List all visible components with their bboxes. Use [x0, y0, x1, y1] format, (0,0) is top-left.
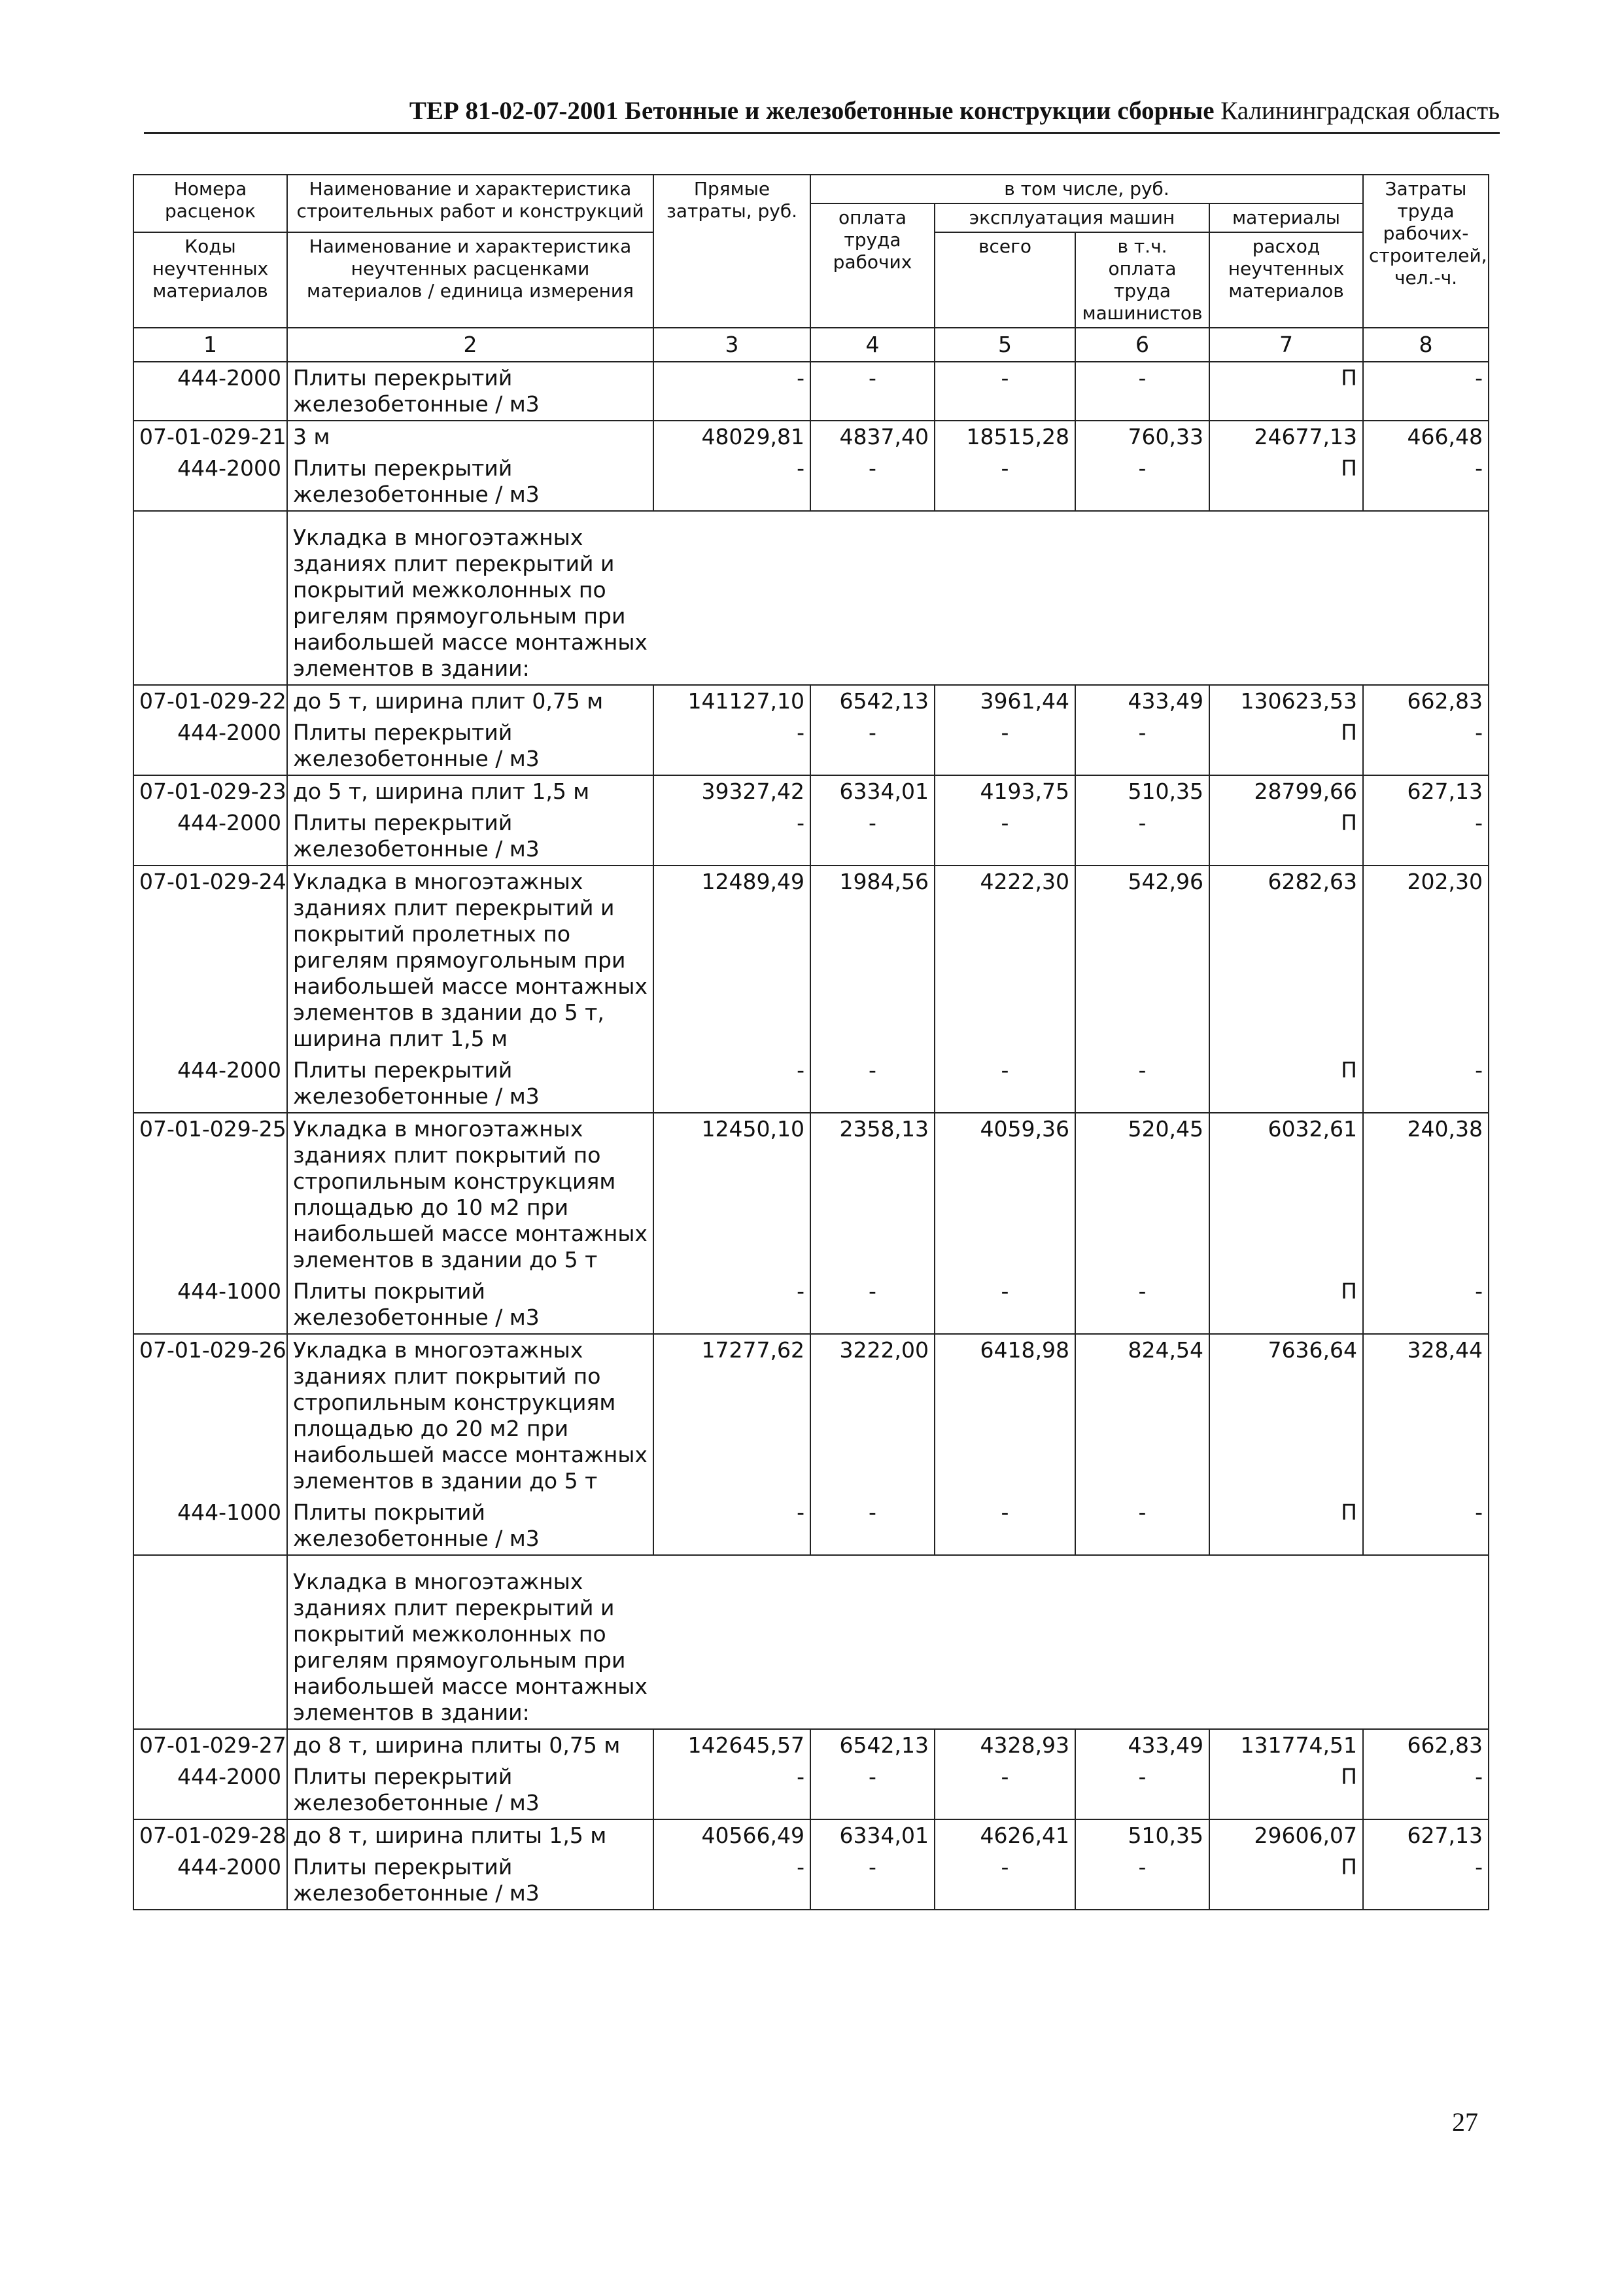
labor-costs-cell: 328,44 — [1363, 1334, 1489, 1497]
column-number: 1 — [133, 328, 287, 362]
material-code: 444-2000 — [133, 1761, 287, 1819]
machine-total-cell: - — [935, 1851, 1075, 1910]
region-name: Калининградская область — [1220, 97, 1500, 125]
material-code: 444-2000 — [133, 362, 287, 421]
material-name: Плиты перекрытий железобетонные / м3 — [287, 807, 653, 866]
header-material-codes: Коды неучтенных материалов — [133, 232, 287, 328]
group-description — [287, 1555, 1489, 1729]
column-numbers-row — [133, 328, 1489, 362]
column-number: 2 — [287, 328, 653, 362]
header-labor-costs: Затраты труда рабочих-строителей, чел.-ч. — [1363, 175, 1489, 328]
machine-total-cell: - — [935, 1761, 1075, 1819]
rate-code: 07-01-029-24 — [133, 866, 287, 1055]
direct-costs-cell: - — [653, 1761, 810, 1819]
labor-costs-cell: - — [1363, 717, 1489, 775]
direct-costs-cell: - — [653, 717, 810, 775]
column-number: 5 — [935, 328, 1075, 362]
machine-total-cell: 6418,98 — [935, 1334, 1075, 1497]
labor-costs-cell: 202,30 — [1363, 866, 1489, 1055]
table-head — [133, 175, 1489, 362]
direct-costs-cell: 12489,49 — [653, 866, 810, 1055]
labor-pay-cell: 1984,56 — [810, 866, 935, 1055]
labor-costs-cell: - — [1363, 1851, 1489, 1910]
rate-row — [133, 1334, 1489, 1497]
group-description — [287, 511, 1489, 685]
machine-total-cell: 4626,41 — [935, 1819, 1075, 1851]
direct-costs-cell: 141127,10 — [653, 685, 810, 717]
materials-cell: 6282,63 — [1209, 866, 1363, 1055]
labor-pay-cell: - — [810, 1851, 935, 1910]
direct-costs-cell: - — [653, 362, 810, 421]
header-direct-costs: Прямые затраты, руб. — [653, 175, 810, 328]
direct-costs-cell: - — [653, 1851, 810, 1910]
document-title: ТЕР 81-02-07-2001 Бетонные и железобетонные конструкции сборные — [409, 97, 1215, 125]
materials-cell: 29606,07 — [1209, 1819, 1363, 1851]
direct-costs-cell: - — [653, 1276, 810, 1334]
material-name: Плиты покрытий железобетонные / м3 — [287, 1276, 653, 1334]
material-name: Плиты перекрытий железобетонные / м3 — [287, 453, 653, 511]
empty-cell — [133, 1555, 287, 1729]
labor-pay-cell: 6542,13 — [810, 685, 935, 717]
rate-name: 3 м — [287, 421, 653, 453]
materials-cell: П — [1209, 1276, 1363, 1334]
machinist-pay-cell: 760,33 — [1075, 421, 1209, 453]
labor-pay-cell: 6334,01 — [810, 775, 935, 807]
materials-cell: П — [1209, 807, 1363, 866]
materials-cell: П — [1209, 1055, 1363, 1113]
rate-code: 07-01-029-23 — [133, 775, 287, 807]
column-number: 8 — [1363, 328, 1489, 362]
labor-pay-cell: 3222,00 — [810, 1334, 935, 1497]
materials-cell: П — [1209, 1851, 1363, 1910]
direct-costs-cell: 142645,57 — [653, 1729, 810, 1761]
machinist-pay-cell: 433,49 — [1075, 685, 1209, 717]
labor-costs-cell: 627,13 — [1363, 775, 1489, 807]
material-row — [133, 1055, 1489, 1113]
column-number: 6 — [1075, 328, 1209, 362]
header-machinist-pay: в т.ч. оплата труда машинистов — [1075, 232, 1209, 328]
materials-cell: 28799,66 — [1209, 775, 1363, 807]
material-name: Плиты перекрытий железобетонные / м3 — [287, 1761, 653, 1819]
labor-costs-cell: - — [1363, 1497, 1489, 1555]
materials-cell: П — [1209, 362, 1363, 421]
machinist-pay-cell: 520,45 — [1075, 1113, 1209, 1276]
empty-cell — [133, 511, 287, 685]
page-header — [144, 92, 1500, 134]
rate-row — [133, 1113, 1489, 1276]
materials-cell: 130623,53 — [1209, 685, 1363, 717]
labor-pay-cell: - — [810, 717, 935, 775]
machinist-pay-cell: - — [1075, 717, 1209, 775]
header-unaccounted-consumption: расход неучтенных материалов — [1209, 232, 1363, 328]
labor-pay-cell: 6334,01 — [810, 1819, 935, 1851]
material-code: 444-2000 — [133, 453, 287, 511]
labor-pay-cell: - — [810, 1276, 935, 1334]
material-row — [133, 807, 1489, 866]
materials-cell: 131774,51 — [1209, 1729, 1363, 1761]
machine-total-cell: - — [935, 453, 1075, 511]
group-description-text: Укладка в многоэтажных зданиях плит перекрытий и покрытий межколонных по ригелям прямоугольным при наибольшей массе монтажных элементов в здании: — [293, 525, 648, 681]
machinist-pay-cell: 824,54 — [1075, 1334, 1209, 1497]
labor-pay-cell: - — [810, 1055, 935, 1113]
materials-cell: 7636,64 — [1209, 1334, 1363, 1497]
labor-pay-cell: - — [810, 1761, 935, 1819]
header-materials: материалы — [1209, 203, 1363, 232]
material-row — [133, 1761, 1489, 1819]
material-code: 444-2000 — [133, 1055, 287, 1113]
machinist-pay-cell: - — [1075, 1055, 1209, 1113]
labor-pay-cell: 4837,40 — [810, 421, 935, 453]
direct-costs-cell: 40566,49 — [653, 1819, 810, 1851]
material-code: 444-1000 — [133, 1276, 287, 1334]
labor-costs-cell: 662,83 — [1363, 1729, 1489, 1761]
rate-name: до 8 т, ширина плиты 0,75 м — [287, 1729, 653, 1761]
labor-costs-cell: - — [1363, 1055, 1489, 1113]
direct-costs-cell: - — [653, 1497, 810, 1555]
rates-table — [133, 174, 1489, 1910]
material-code: 444-2000 — [133, 807, 287, 866]
rate-name: до 5 т, ширина плит 0,75 м — [287, 685, 653, 717]
rate-code: 07-01-029-22 — [133, 685, 287, 717]
rate-row — [133, 1819, 1489, 1851]
machinist-pay-cell: - — [1075, 1851, 1209, 1910]
material-code: 444-2000 — [133, 717, 287, 775]
machinist-pay-cell: - — [1075, 453, 1209, 511]
machinist-pay-cell: - — [1075, 807, 1209, 866]
column-number: 7 — [1209, 328, 1363, 362]
machinist-pay-cell: - — [1075, 1497, 1209, 1555]
materials-cell: 6032,61 — [1209, 1113, 1363, 1276]
labor-pay-cell: 2358,13 — [810, 1113, 935, 1276]
header-rate-name: Наименование и характеристика строительных работ и конструкций — [287, 175, 653, 232]
header-rate-numbers: Номера расценок — [133, 175, 287, 232]
header-including: в том числе, руб. — [810, 175, 1363, 203]
machinist-pay-cell: 542,96 — [1075, 866, 1209, 1055]
labor-costs-cell: - — [1363, 807, 1489, 866]
labor-costs-cell: 240,38 — [1363, 1113, 1489, 1276]
column-number: 4 — [810, 328, 935, 362]
material-row — [133, 1276, 1489, 1334]
material-code: 444-1000 — [133, 1497, 287, 1555]
labor-costs-cell: - — [1363, 453, 1489, 511]
machinist-pay-cell: - — [1075, 1761, 1209, 1819]
header-machine-operation: эксплуатация машин — [935, 203, 1209, 232]
rate-row — [133, 421, 1489, 453]
material-row — [133, 1497, 1489, 1555]
material-name: Плиты перекрытий железобетонные / м3 — [287, 362, 653, 421]
labor-pay-cell: 6542,13 — [810, 1729, 935, 1761]
machine-total-cell: - — [935, 1055, 1075, 1113]
rate-row — [133, 685, 1489, 717]
direct-costs-cell: 39327,42 — [653, 775, 810, 807]
machine-total-cell: - — [935, 362, 1075, 421]
machine-total-cell: 4059,36 — [935, 1113, 1075, 1276]
rate-row — [133, 775, 1489, 807]
material-row — [133, 1851, 1489, 1910]
direct-costs-cell: - — [653, 453, 810, 511]
rate-name: до 5 т, ширина плит 1,5 м — [287, 775, 653, 807]
direct-costs-cell: 48029,81 — [653, 421, 810, 453]
materials-cell: П — [1209, 453, 1363, 511]
labor-pay-cell: - — [810, 1497, 935, 1555]
machine-total-cell: - — [935, 717, 1075, 775]
material-row — [133, 717, 1489, 775]
rate-name: Укладка в многоэтажных зданиях плит перекрытий и покрытий пролетных по ригелям прямоугольным при наибольшей массе монтажных элементов в здании до 5 т, ширина плит 1,5 м — [287, 866, 653, 1055]
column-number: 3 — [653, 328, 810, 362]
rate-name: Укладка в многоэтажных зданиях плит покрытий по стропильным конструкциям площадью до 10 м2 при наибольшей массе монтажных элементов в здании до 5 т — [287, 1113, 653, 1276]
labor-costs-cell: - — [1363, 1761, 1489, 1819]
machinist-pay-cell: - — [1075, 362, 1209, 421]
rate-row — [133, 1729, 1489, 1761]
header-material-name: Наименование и характеристика неучтенных расценками материалов / единица измерения — [287, 232, 653, 328]
labor-costs-cell: 627,13 — [1363, 1819, 1489, 1851]
labor-costs-cell: - — [1363, 362, 1489, 421]
rate-code: 07-01-029-28 — [133, 1819, 287, 1851]
rate-name: Укладка в многоэтажных зданиях плит покрытий по стропильным конструкциям площадью до 20 м2 при наибольшей массе монтажных элементов в здании до 5 т — [287, 1334, 653, 1497]
material-name: Плиты перекрытий железобетонные / м3 — [287, 1055, 653, 1113]
rate-code: 07-01-029-25 — [133, 1113, 287, 1276]
material-code: 444-2000 — [133, 1851, 287, 1910]
machine-total-cell: 4222,30 — [935, 866, 1075, 1055]
labor-pay-cell: - — [810, 453, 935, 511]
direct-costs-cell: - — [653, 807, 810, 866]
machine-total-cell: 3961,44 — [935, 685, 1075, 717]
machine-total-cell: 4193,75 — [935, 775, 1075, 807]
group-header-row — [133, 511, 1489, 685]
labor-costs-cell: - — [1363, 1276, 1489, 1334]
labor-pay-cell: - — [810, 807, 935, 866]
direct-costs-cell: 12450,10 — [653, 1113, 810, 1276]
rate-code: 07-01-029-27 — [133, 1729, 287, 1761]
page-number: 27 — [1452, 2107, 1478, 2137]
header-machine-total: всего — [935, 232, 1075, 328]
labor-costs-cell: 466,48 — [1363, 421, 1489, 453]
direct-costs-cell: 17277,62 — [653, 1334, 810, 1497]
machine-total-cell: - — [935, 1497, 1075, 1555]
material-row — [133, 453, 1489, 511]
labor-pay-cell: - — [810, 362, 935, 421]
machinist-pay-cell: 433,49 — [1075, 1729, 1209, 1761]
materials-cell: 24677,13 — [1209, 421, 1363, 453]
labor-costs-cell: 662,83 — [1363, 685, 1489, 717]
material-name: Плиты покрытий железобетонные / м3 — [287, 1497, 653, 1555]
machine-total-cell: 4328,93 — [935, 1729, 1075, 1761]
rate-name: до 8 т, ширина плиты 1,5 м — [287, 1819, 653, 1851]
group-description-text: Укладка в многоэтажных зданиях плит перекрытий и покрытий межколонных по ригелям прямоугольным при наибольшей массе монтажных элементов в здании: — [293, 1569, 648, 1725]
header-labor-pay: оплата труда рабочих — [810, 203, 935, 328]
machine-total-cell: - — [935, 1276, 1075, 1334]
material-name: Плиты перекрытий железобетонные / м3 — [287, 717, 653, 775]
machine-total-cell: - — [935, 807, 1075, 866]
material-row — [133, 362, 1489, 421]
material-name: Плиты перекрытий железобетонные / м3 — [287, 1851, 653, 1910]
group-header-row — [133, 1555, 1489, 1729]
machinist-pay-cell: 510,35 — [1075, 775, 1209, 807]
rate-row — [133, 866, 1489, 1055]
rate-code: 07-01-029-21 — [133, 421, 287, 453]
machine-total-cell: 18515,28 — [935, 421, 1075, 453]
materials-cell: П — [1209, 717, 1363, 775]
rate-code: 07-01-029-26 — [133, 1334, 287, 1497]
machinist-pay-cell: - — [1075, 1276, 1209, 1334]
machinist-pay-cell: 510,35 — [1075, 1819, 1209, 1851]
materials-cell: П — [1209, 1497, 1363, 1555]
materials-cell: П — [1209, 1761, 1363, 1819]
table-body — [133, 362, 1489, 1910]
direct-costs-cell: - — [653, 1055, 810, 1113]
